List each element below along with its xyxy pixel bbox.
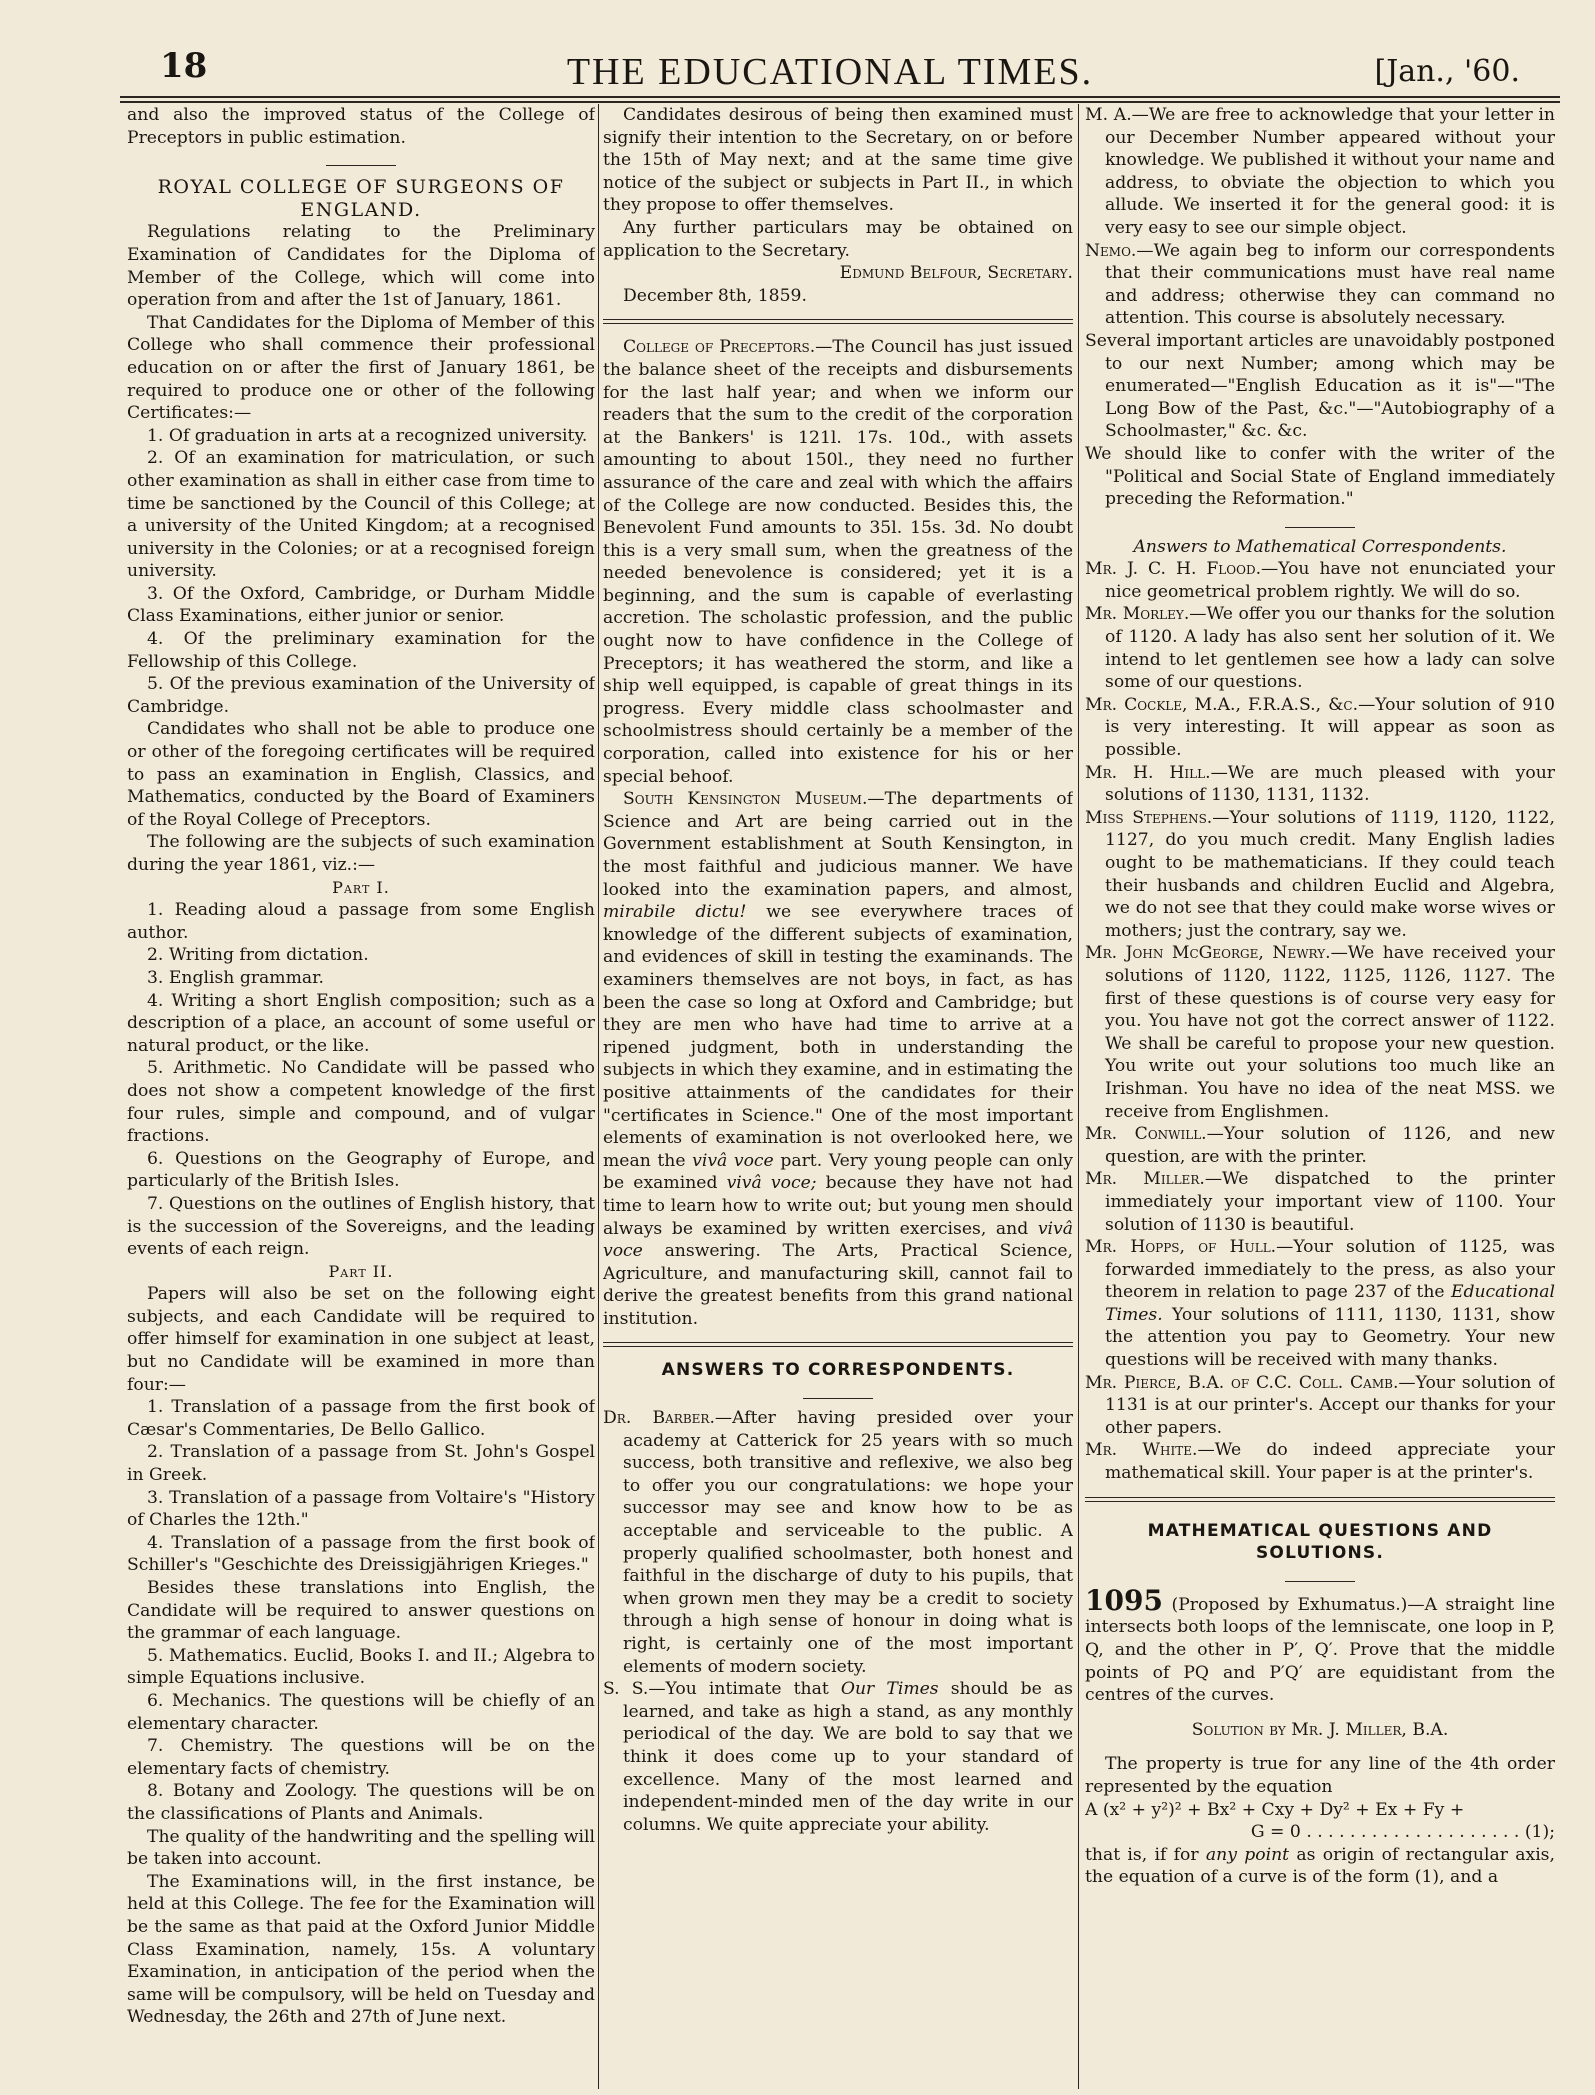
column-divider xyxy=(1078,104,1079,2089)
answer-text: —Your solution of 1131 is at our printer's. Accept our thanks for your other papers. xyxy=(1105,1372,1555,1438)
answer-ma: M. A.—We are free to acknowledge that your letter in our December Number appeared without your knowledge. We published it without your name and address, to obviate the objection to which you allude. We inserted it for the general good: it is very easy to see our simple object. xyxy=(1085,105,1555,238)
page-number: 18 xyxy=(160,46,208,86)
section-rule xyxy=(1085,1497,1555,1502)
answer-text: —Your solutions of 1119, 1120, 1122, 1127, do you much credit. Many English ladies ought to be mathematicians. If they could teach their husbands and children Euclid and Algebra, we do not see that they could make worse wives or mothers; just the contrary, say we. xyxy=(1105,807,1555,941)
column-right xyxy=(1085,104,1555,2089)
italic-phrase: Educational Times. xyxy=(1105,1282,1555,1325)
answer-text: should be as learned, and take as high a stand, as any monthly periodical of the day. We are bold to say that we think it does come up to your standard of excellence. Many of the most learned and independent-minded men of the day write in our columns. We quite appreciate your ability. xyxy=(623,1679,1073,1835)
answer-text: —You have not enunciated your nice geometrical problem rightly. We will do so. xyxy=(1105,559,1555,602)
math-questions-heading: MATHEMATICAL QUESTIONS AND SOLUTIONS. xyxy=(1147,1520,1493,1564)
list-item: 4. Translation of a passage from the first book of Schiller's "Geschichte des Dreissigjährigen Krieges." xyxy=(127,1532,595,1576)
answer-lead: Mr. Cockle, M.A., F.R.A.S., &c. xyxy=(1085,694,1359,715)
paragraph: Papers will also be set on the following eight subjects, and each Candidate will be required to offer himself for examination in one subject at least, but no Candidate will be examined in more than four:— xyxy=(127,1284,595,1395)
answer-hopps xyxy=(1085,1236,1555,1372)
answer-nemo xyxy=(1085,240,1555,330)
answer-barber xyxy=(603,1407,1073,1678)
answer-lead: S. S. xyxy=(603,1679,649,1700)
section-rule xyxy=(603,1342,1073,1347)
math-answers-heading: Answers to Mathematical Correspondents. xyxy=(1133,536,1507,557)
masthead-title: THE EDUCATIONAL TIMES. xyxy=(566,51,1094,93)
list-item: 2. Of an examination for matriculation, or such other examination as shall in either case from time to time be sanctioned by the Council of this College; at a university of the United Kingdom; at a recognised university in the Colonies; or at a recognised foreign university. xyxy=(127,448,595,582)
paragraph-text: —The Council has just issued the balance sheet of the receipts and disbursements for the last half year; and when we inform our readers that the sum to the credit of the corporation at the Bankers' is 121l. 17s. 10d., with assets amounting to about 150l., they need no further assurance of the care and zeal with which the affairs of the College are now conducted. Besides this, the Benevolent Fund amounts to 35l. 15s. 3d. No doubt this is a very small sum, when the greatness of the needed benevolence is considered; yet it is a beginning, and the sum is capable of everlasting accretion. The scholastic profession, and the public ought now to have confidence in the College of Preceptors; it has weathered the storm, and like a ship well equipped, is capable of great things in its progress. Every middle class schoolmaster and schoolmistress should certainly be a member of the corporation, called into existence for his or her special behoof. xyxy=(603,337,1073,787)
italic-phrase: Our Times xyxy=(840,1679,939,1700)
answer-stephens xyxy=(1085,807,1555,943)
answer-white xyxy=(1085,1439,1555,1484)
question-number: 1095 xyxy=(1085,1583,1163,1617)
signature: Edmund Belfour, Secretary. xyxy=(839,263,1073,284)
answer-lead: Mr. Morley. xyxy=(1085,604,1190,625)
paragraph: Candidates desirous of being then examined must signify their intention to the Secretary, on or before the 15th of May next; and at the same time give notice of the subject or subjects in Part II., in which they propose to offer themselves. xyxy=(603,105,1073,216)
list-item: 2. Writing from dictation. xyxy=(147,945,369,966)
answer-morley xyxy=(1085,603,1555,693)
italic-phrase: vivâ voce xyxy=(603,1218,1073,1262)
answer-text: —We again beg to inform our correspondents that their communications must have real name and address; otherwise they can command no attention. This course is absolutely necessary. xyxy=(1105,240,1555,329)
paragraph-text: because they have not had time to learn how to write out; but young men should always be examined by written exercises, and xyxy=(603,1173,1073,1239)
list-item: 7. Chemistry. The questions will be on the elementary facts of chemistry. xyxy=(127,1736,595,1779)
section-heading: ROYAL COLLEGE OF SURGEONS OF ENGLAND. xyxy=(157,176,565,221)
answer-lead: Mr. White. xyxy=(1085,1440,1198,1461)
paragraph-south-kensington xyxy=(603,788,1073,1330)
answer-ss xyxy=(603,1678,1073,1836)
answer-text: —We dispatched to the printer immediately your important view of 1100. Your solution of 1130 is beautiful. xyxy=(1105,1169,1555,1235)
list-item: 8. Botany and Zoology. The questions will be on the classifications of Plants and Animals. xyxy=(127,1781,595,1824)
list-item: 3. Translation of a passage from Voltaire's "History of Charles the 12th." xyxy=(127,1487,595,1531)
answer-lead: Mr. Pierce, B.A. of C.C. Coll. Camb. xyxy=(1085,1372,1399,1393)
answer-text: —We have received your solutions of 1120, 1122, 1125, 1126, 1127. The first of these questions is of course very easy for you. You have not got the correct answer of 1122. We shall be careful to propose your new question. You write out your solutions too much like an Irishman. You have no idea of the neat MSS. we receive from Englishmen. xyxy=(1105,943,1555,1122)
list-item: 5. Arithmetic. No Candidate will be passed who does not show a competent knowledge of the first four rules, simple and compound, and of vulgar fractions. xyxy=(127,1058,595,1147)
list-item: 1. Reading aloud a passage from some English author. xyxy=(127,900,595,943)
list-item: 4. Of the preliminary examination for the Fellowship of this College. xyxy=(127,629,595,672)
paragraph: Regulations relating to the Preliminary Examination of Candidates for the Diploma of Member of the College, which will come into operation from and after the 1st of January, 1861. xyxy=(127,222,595,311)
paragraph-text: as origin of rectangular axis, the equation of a curve is of the form (1), and a xyxy=(1085,1844,1555,1888)
answer-lead: Mr. Hopps, of Hull. xyxy=(1085,1237,1277,1258)
equation-line: A (x² + y²)² + Bx² + Cxy + Dy² + Ex + Fy + xyxy=(1085,1799,1465,1820)
answer-hill xyxy=(1085,762,1555,807)
italic-phrase: vivâ voce; xyxy=(726,1173,817,1194)
part-heading: Part II. xyxy=(328,1261,394,1281)
list-item: 3. English grammar. xyxy=(147,967,324,988)
paragraph: That Candidates for the Diploma of Member of this College who shall commence their professional education on or after the first of January 1861, be required to produce one or other of the following Certificates:— xyxy=(127,312,595,424)
paragraph-text: part. Very young people can only be examined xyxy=(603,1150,1073,1194)
signed-date: December 8th, 1859. xyxy=(623,285,807,306)
section-rule xyxy=(326,165,396,166)
italic-phrase: vivâ voce xyxy=(692,1150,774,1171)
section-rule xyxy=(603,319,1073,324)
answer-pierce xyxy=(1085,1372,1555,1440)
list-item: 2. Translation of a passage from St. John's Gospel in Greek. xyxy=(127,1442,595,1486)
answer-lead: Mr. H. Hill. xyxy=(1085,762,1211,783)
answers-heading: ANSWERS TO CORRESPONDENTS. xyxy=(661,1360,1015,1381)
list-item: 1. Translation of a passage from the first book of Cæsar's Commentaries, De Bello Gallico. xyxy=(127,1397,595,1440)
answer-miller xyxy=(1085,1168,1555,1236)
answer-text: —Your solution of 910 is very interesting. It will appear as soon as possible. xyxy=(1105,694,1555,761)
answer-flood xyxy=(1085,558,1555,603)
answer-lead: Miss Stephens. xyxy=(1085,807,1213,828)
answer-text: —We offer you our thanks for the solution of 1120. A lady has also sent her solution of it. We intend to let gentlemen see how a lady can solve some of our questions. xyxy=(1105,604,1555,693)
paragraph-text: that is, if for xyxy=(1085,1844,1206,1865)
section-rule xyxy=(1285,527,1355,528)
answer-lead: Nemo. xyxy=(1085,240,1137,261)
list-item: 1. Of graduation in arts at a recognized university. xyxy=(147,425,588,446)
question-text: (Proposed by Exhumatus.)—A straight line intersects both loops of the lemniscate, one loop in P, Q, and the other in P′, Q′. Prove that the middle points of PQ and P′Q′ are equidistant from the centres of the curves. xyxy=(1085,1594,1555,1706)
answer-text: —Your solution of 1126, and new question, are with the printer. xyxy=(1105,1124,1555,1167)
column-middle xyxy=(603,104,1073,2089)
answer-text: —You intimate that xyxy=(648,1679,841,1700)
answer-text: —After having presided over your academy at Catterick for 25 years with so much success, both transitive and reflexive, we also beg to offer you our congratulations: we hope your successor may see and know how to be as acceptable and serviceable to the public. A properly qualified schoolmaster, both honest and faithful in the discharge of duty to his pupils, that when grown men they may be a credit to society through a high sense of honour in doing what is right, is certainly one of the most important elements of modern society. xyxy=(623,1408,1073,1677)
italic-phrase: any point xyxy=(1205,1844,1290,1865)
list-item: 5. Of the previous examination of the University of Cambridge. xyxy=(127,674,595,717)
paragraph: The Examinations will, in the first instance, be held at this College. The fee for the Examination will be the same as that paid at the Oxford Junior Middle Class Examination, namely, 15s. A voluntary Examination, in anticipation of the period when the same will be compulsory, will be held on Tuesday and Wednesday, the 26th and 27th of June next. xyxy=(127,1871,595,2028)
issue-date: [Jan., '60. xyxy=(1374,54,1520,89)
italic-phrase: mirabile dictu! xyxy=(603,902,747,923)
paragraph-lead: College of Preceptors. xyxy=(623,337,816,358)
answer-lead: Mr. John McGeorge, Newry. xyxy=(1085,943,1331,964)
paragraph-lead: South Kensington Museum. xyxy=(623,789,868,810)
answer-lead: Dr. Barber. xyxy=(603,1408,715,1429)
paragraph-text: answering. The Arts, Practical Science, Agriculture, and manufacturing skill, cannot fail to derive the greatest benefits from this grand national institution. xyxy=(603,1241,1073,1329)
paragraph-text: —The departments of Science and Art are being carried out in the Government establishment at South Kensington, in the most faithful and judicious manner. We have looked into the examination papers, and almost, xyxy=(603,789,1073,900)
paragraph xyxy=(1085,1844,1555,1889)
paragraph: and also the improved status of the College of Preceptors in public estimation. xyxy=(127,105,595,148)
section-rule xyxy=(1285,1581,1355,1582)
header-rule xyxy=(120,96,1560,98)
header-rule xyxy=(120,101,1560,103)
paragraph: Candidates who shall not be able to produce one or other of the foregoing certificates will be required to pass an examination in English, Classics, and Mathematics, conducted by the Board of Examiners of the Royal College of Preceptors. xyxy=(127,719,595,830)
column-left xyxy=(127,104,595,2089)
paragraph: The following are the subjects of such examination during the year 1861, viz.:— xyxy=(127,832,595,875)
paragraph: Any further particulars may be obtained on application to the Secretary. xyxy=(603,217,1073,261)
answer-lead: Mr. J. C. H. Flood. xyxy=(1085,559,1262,580)
paragraph: The property is true for any line of the 4th order represented by the equation xyxy=(1085,1754,1555,1797)
list-item: 7. Questions on the outlines of English history, that is the succession of the Sovereigns, and the leading events of each reign. xyxy=(127,1193,595,1260)
list-item: 6. Questions on the Geography of Europe, and particularly of the British Isles. xyxy=(127,1148,595,1192)
answer-text: —We are much pleased with your solutions of 1130, 1131, 1132. xyxy=(1105,762,1555,806)
part-heading: Part I. xyxy=(332,877,390,897)
equation-line: G = 0 . . . . . . . . . . . . . . . . . . . . (1); xyxy=(1250,1822,1555,1843)
answer-lead: Mr. Conwill. xyxy=(1085,1124,1207,1145)
answer-cockle xyxy=(1085,694,1555,762)
notice-confer: We should like to confer with the writer of the "Political and Social State of England immediately preceding the Reformation." xyxy=(1085,443,1555,510)
answer-text: Your solutions of 1111, 1130, 1131, show the attention you pay to Geometry. Your new questions will be received with many thanks. xyxy=(1105,1304,1555,1371)
answer-lead: Mr. Miller. xyxy=(1085,1169,1205,1190)
section-rule xyxy=(803,1398,873,1399)
list-item: 4. Writing a short English composition; such as a description of a place, an account of some useful or natural product, or the like. xyxy=(127,990,595,1056)
list-item: 3. Of the Oxford, Cambridge, or Durham Middle Class Examinations, either junior or senior. xyxy=(127,583,595,627)
column-divider xyxy=(598,104,599,2089)
answer-text: —Your solution of 1125, was forwarded immediately to the press, as also your theorem in relation to page 237 of the xyxy=(1105,1237,1555,1303)
paragraph: The quality of the handwriting and the spelling will be taken into account. xyxy=(127,1826,595,1870)
list-item: 5. Mathematics. Euclid, Books I. and II.; Algebra to simple Equations inclusive. xyxy=(127,1645,595,1689)
page-header xyxy=(120,28,1540,94)
notice-postponed: Several important articles are unavoidably postponed to our next Number; among which may be enumerated—"English Education as it is"—"The Long Bow of the Past, &c."—"Autobiography of a Schoolmaster," &c. &c. xyxy=(1085,330,1555,442)
paragraph-text: we see everywhere traces of knowledge of the different subjects of examination, and evidences of skill in testing the examinands. The examiners themselves are not boys, in fact, as has been the case so long at Oxford and Cambridge; but they are men who have had time to arrive at a ripened judgment, both in understanding the subjects in which they examine, and in estimating the positive attainments of the candidates for their "certificates in Science." One of the most important elements of examination is not overlooked here, we mean the xyxy=(603,902,1073,1171)
paragraph-college-of-preceptors xyxy=(603,336,1073,788)
paragraph: Besides these translations into English, the Candidate will be required to answer questions on the grammar of each language. xyxy=(127,1578,595,1644)
answer-mcgeorge xyxy=(1085,942,1555,1123)
solution-heading: Solution by Mr. J. Miller, B.A. xyxy=(1191,1719,1449,1740)
question-1095 xyxy=(1085,1583,1555,1707)
list-item: 6. Mechanics. The questions will be chiefly of an elementary character. xyxy=(127,1690,595,1734)
answer-text: —We do indeed appreciate your mathematical skill. Your paper is at the printer's. xyxy=(1105,1440,1555,1484)
answer-conwill xyxy=(1085,1123,1555,1168)
